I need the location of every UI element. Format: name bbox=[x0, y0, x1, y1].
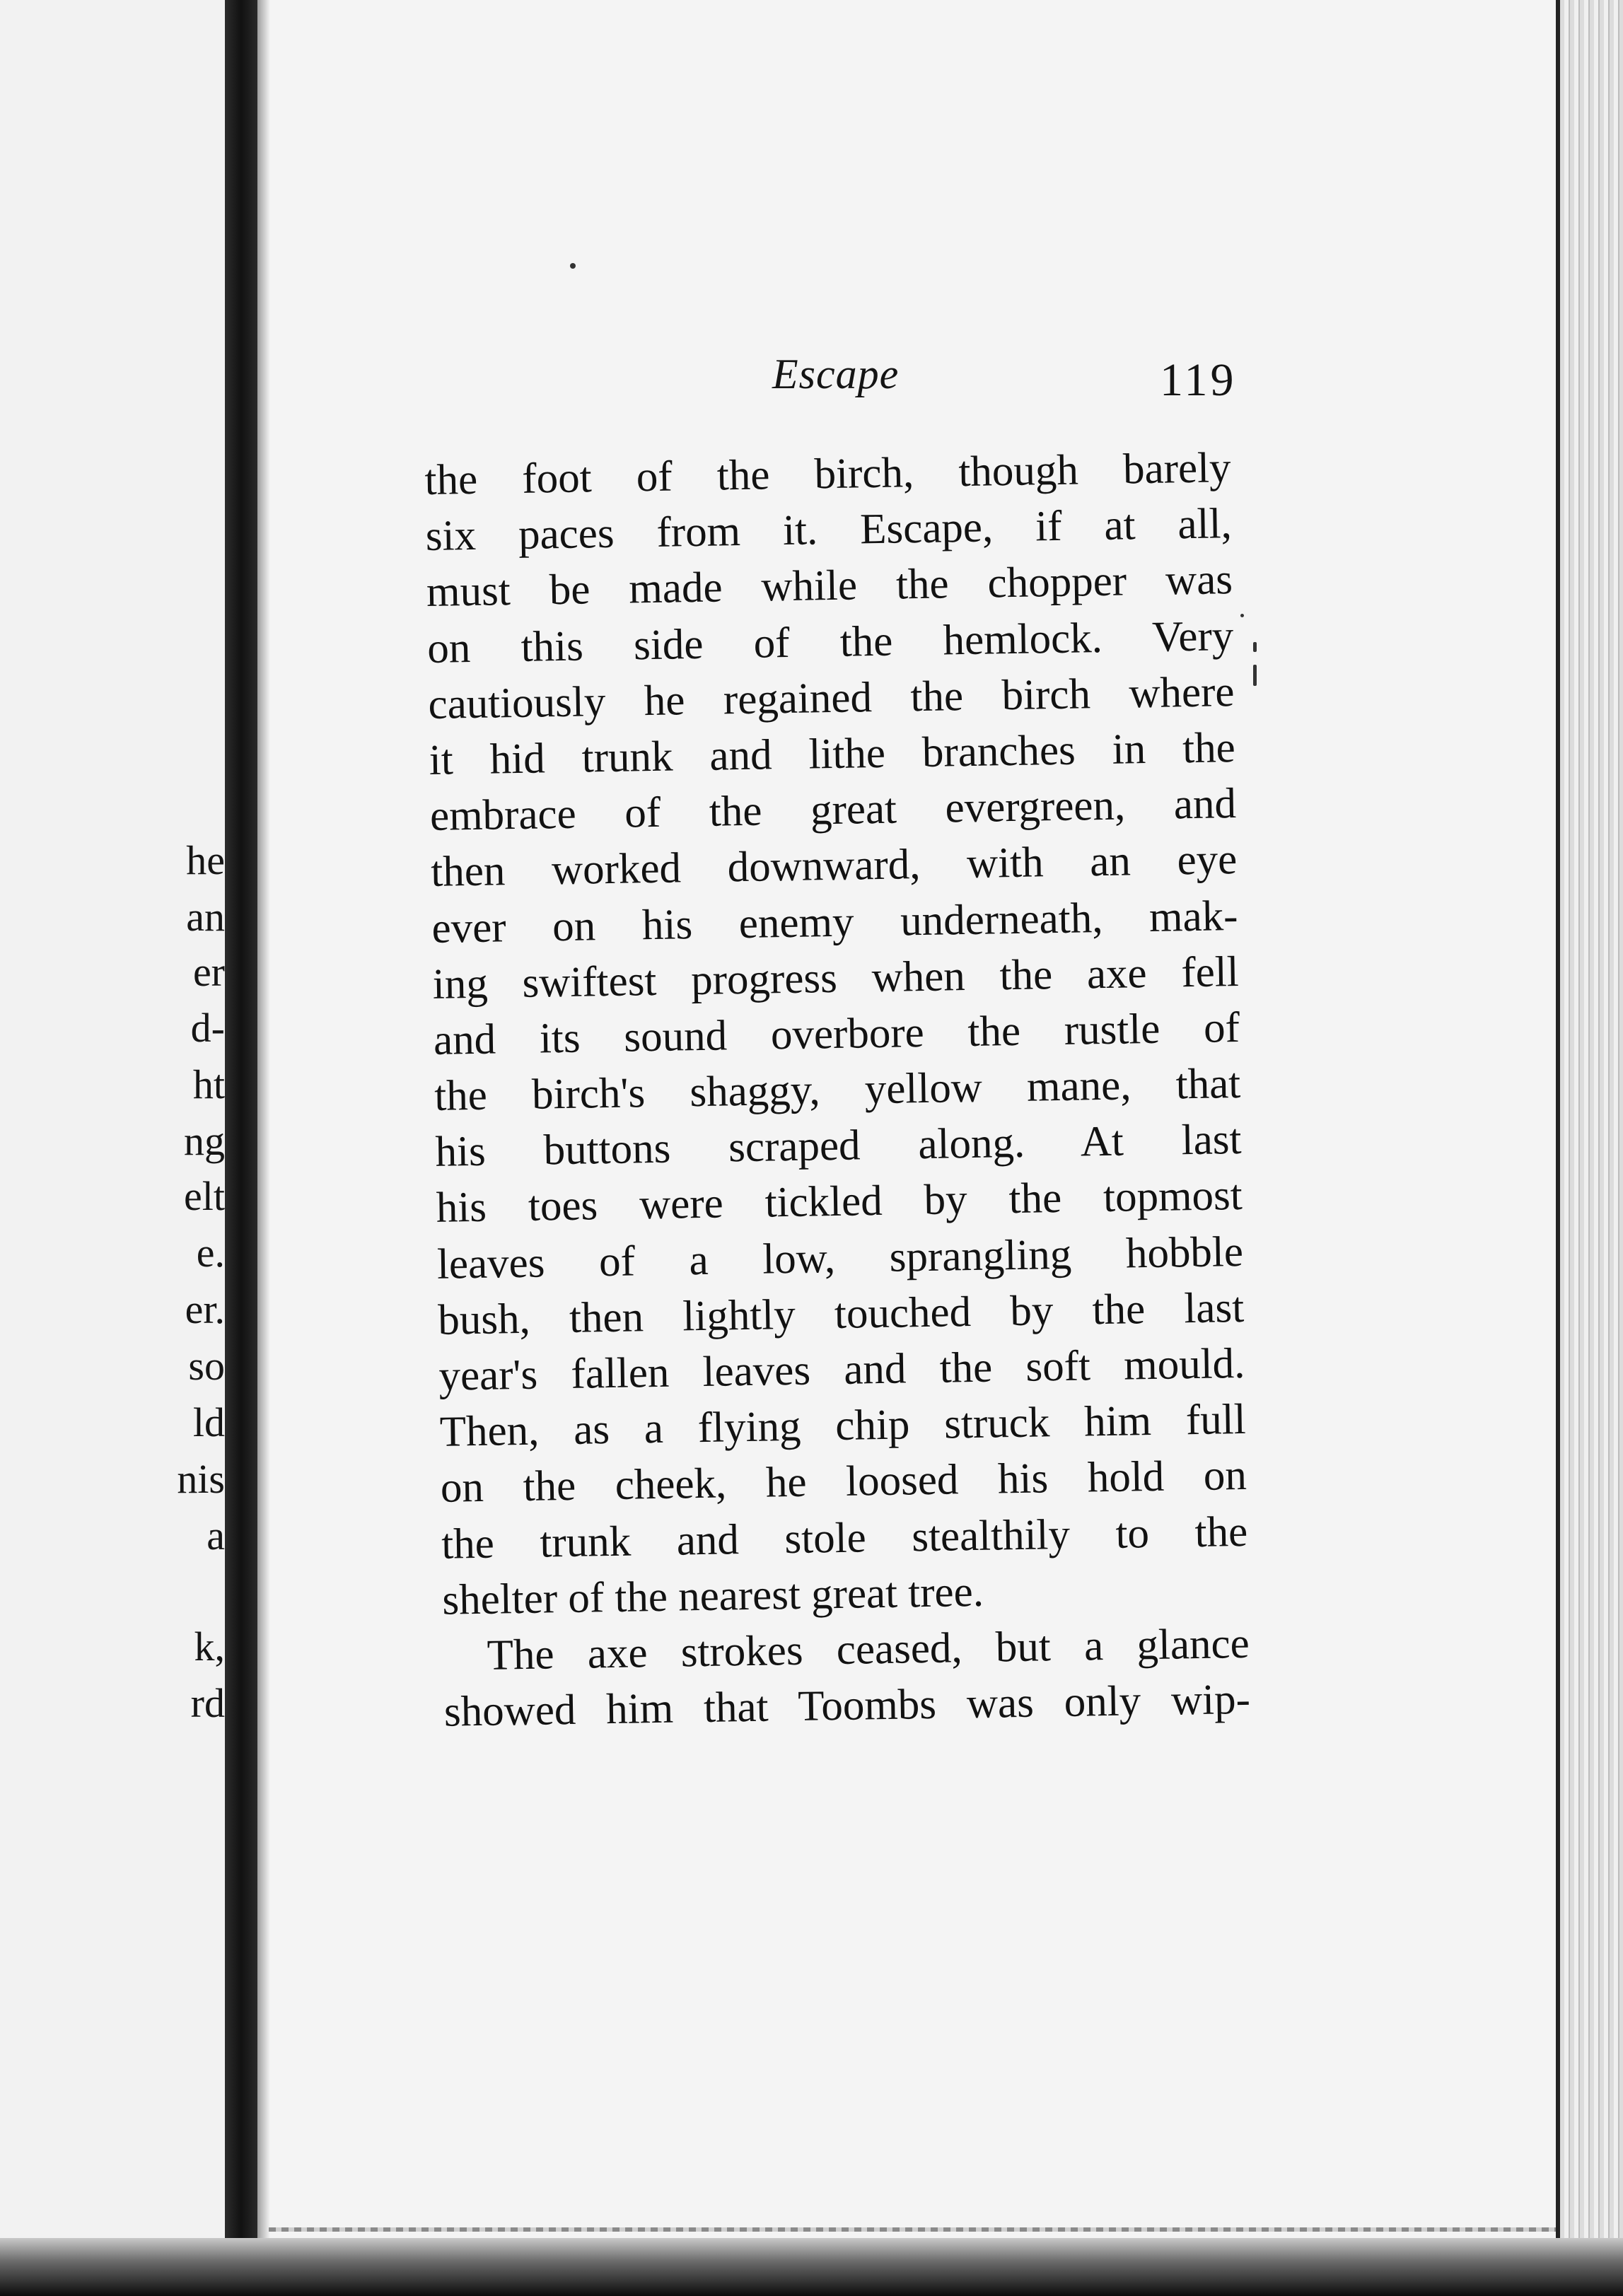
page-number: 119 bbox=[1160, 354, 1237, 406]
text-line: on the cheek, he loosed his hold on bbox=[440, 1452, 1247, 1513]
running-head: Escape bbox=[772, 351, 900, 397]
text-line: his buttons scraped along. At last bbox=[435, 1116, 1242, 1177]
text-line: the foot of the birch, though barely bbox=[424, 444, 1232, 504]
left-page-line: d- bbox=[190, 1005, 225, 1051]
text-line: his toes were tickled by the topmost bbox=[436, 1172, 1243, 1233]
text-line: year's fallen leaves and the soft mould. bbox=[438, 1339, 1245, 1400]
text-line: the birch's shaggy, yellow mane, that bbox=[434, 1060, 1241, 1120]
left-page-line: ld bbox=[192, 1399, 225, 1445]
left-page-line: he bbox=[186, 837, 225, 883]
scan-speck bbox=[570, 263, 576, 269]
text-line: showed him that Toombs was only wip- bbox=[443, 1676, 1251, 1736]
text-line: must be made while the chopper was bbox=[426, 556, 1233, 617]
left-page-line: so bbox=[188, 1343, 225, 1389]
book-gutter bbox=[225, 0, 257, 2296]
left-page-line: rd bbox=[190, 1680, 225, 1726]
text-line: embrace of the great evergreen, and bbox=[429, 780, 1237, 841]
text-line: then worked downward, with an eye bbox=[430, 836, 1238, 897]
text-line: and its sound overbore the rustle of bbox=[433, 1003, 1240, 1064]
left-page-line: k, bbox=[194, 1624, 225, 1669]
previous-page-fragment bbox=[0, 0, 225, 2296]
left-page-line: e. bbox=[196, 1230, 225, 1276]
text-line: the trunk and stole stealthily to the bbox=[441, 1508, 1248, 1568]
left-page-line: nis bbox=[177, 1456, 225, 1502]
text-line: it hid trunk and lithe branches in the bbox=[429, 723, 1236, 784]
left-page-line: er bbox=[192, 949, 225, 995]
page-edges bbox=[1556, 0, 1623, 2296]
text-line: on this side of the hemlock. Very bbox=[426, 612, 1234, 672]
text-line: six paces from it. Escape, if at all, bbox=[425, 500, 1233, 561]
gutter-shadow bbox=[257, 0, 270, 2296]
text-line: leaves of a low, sprangling hobble bbox=[436, 1228, 1244, 1288]
left-page-line: elt bbox=[184, 1173, 225, 1219]
left-page-line: ng bbox=[184, 1118, 225, 1164]
left-page-line: an bbox=[186, 894, 225, 940]
left-page-line: ht bbox=[192, 1061, 225, 1107]
body-text bbox=[424, 440, 1250, 1740]
text-line: The axe strokes ceased, but a glance bbox=[487, 1619, 1250, 1679]
scan-speck bbox=[1253, 665, 1257, 686]
bottom-edge-rule bbox=[269, 2227, 1556, 2232]
left-page-line: er. bbox=[185, 1286, 225, 1332]
text-line: cautiously he regained the birch where bbox=[428, 668, 1235, 728]
scan-speck bbox=[1240, 614, 1244, 617]
text-line: bush, then lightly touched by the last bbox=[437, 1283, 1245, 1344]
text-line: shelter of the nearest great tree. bbox=[441, 1568, 984, 1624]
text-line: ing swiftest progress when the axe fell bbox=[432, 948, 1240, 1008]
text-line: ever on his enemy underneath, mak- bbox=[431, 892, 1238, 952]
scan-bottom-edge bbox=[0, 2238, 1623, 2296]
scan-speck bbox=[1253, 642, 1257, 652]
text-line: Then, as a flying chip struck him full bbox=[439, 1396, 1247, 1457]
left-page-line: a bbox=[206, 1513, 225, 1558]
